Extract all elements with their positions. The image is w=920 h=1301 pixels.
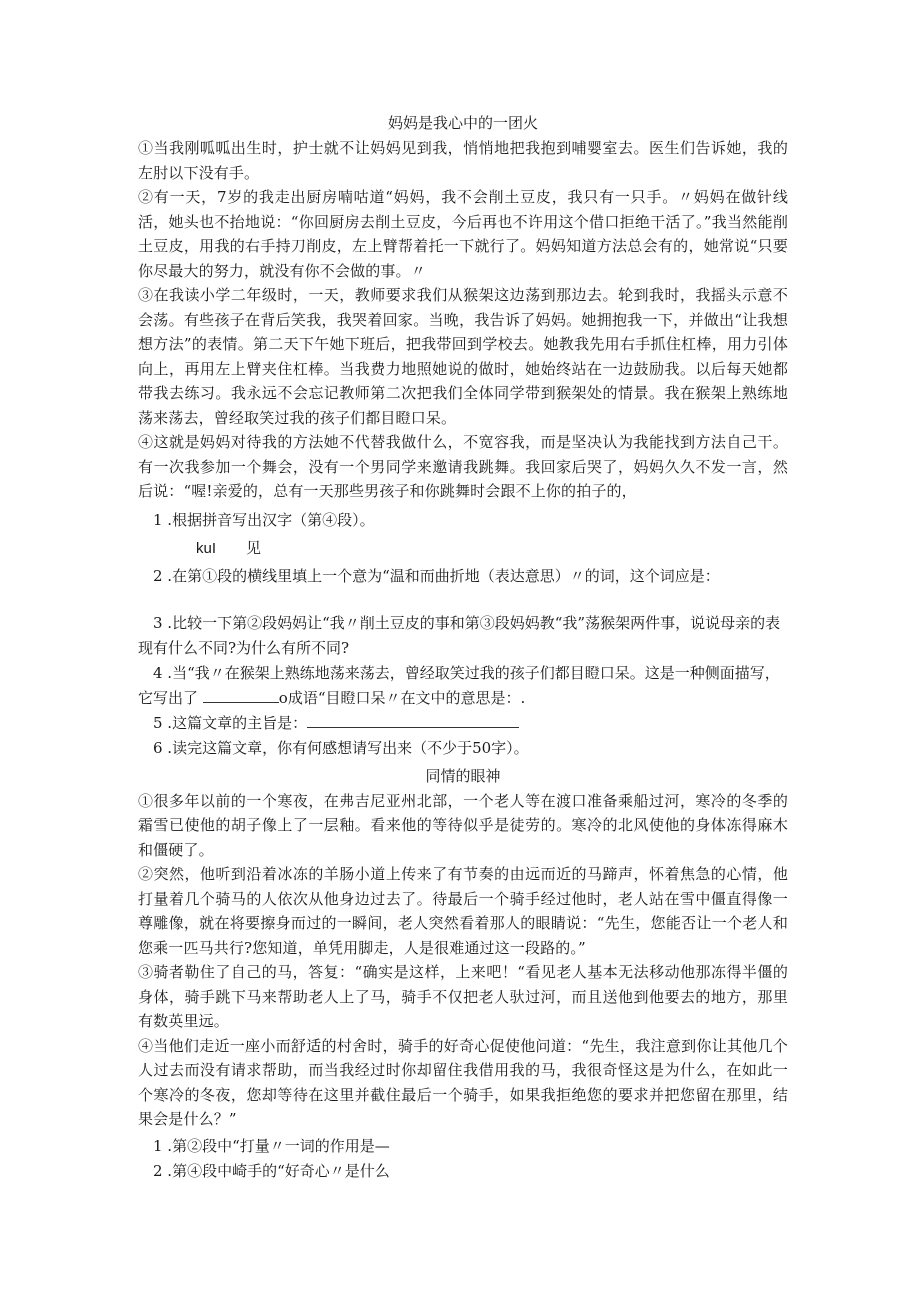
article1-question-5 [138, 711, 788, 736]
pinyin-answer: 见 [246, 538, 262, 557]
answer-blank[interactable] [203, 702, 279, 703]
article1-question-1: 1 .根据拼音写出汉字（第④段）。 [153, 510, 375, 529]
document-page [138, 110, 788, 1184]
pinyin-row [138, 533, 788, 564]
article1-paragraph-2: ②有一天，7岁的我走出厨房喃咕道“妈妈，我不会削土豆皮，我只有一只手。〃妈妈在做针线活，她头也不抬地说：“你回厨房去削土豆皮，今后再也不许用这个借口拒绝干活了。”我当然能削土豆皮，用我的右手持刀削皮，左上臂帮着托一下就行了。妈妈知道方法总会有的，她常说“只要你尽最大的努力，就没有你不会做的事。〃 [138, 188, 788, 280]
article2-question-2: 2 .第④段中崎手的“好奇心〃是什么 [153, 1161, 390, 1180]
question-4-text-b: o成语“目瞪口呆〃在文中的意思是：. [278, 688, 526, 707]
article2-title: 同情的眼神 [425, 766, 501, 785]
article1-paragraph-4: ④这就是妈妈对待我的方法她不代替我做什么，不宽容我，而是坚决认为我能找到方法自己干。有一次我参加一个舞会，没有一个男同学来邀请我跳舞。我回家后哭了，妈妈久久不发一言，然后说：“喔!亲爱的，总有一天那些男孩子和你跳舞时会跟不上你的拍子的， [138, 433, 788, 500]
answer-space [138, 589, 788, 611]
article1-question-3: 3 .比较一下第②段妈妈让“我〃削土豆皮的事和第③段妈妈教“我”荡猴架两件事，说说母亲的表现有什么不同?为什么有所不同? [138, 613, 781, 657]
article2-paragraph-3: ③骑者勒住了自己的马，答复：“确实是这样，上来吧！“看见老人基本无法移动他那冻得半僵的身体，骑手跳下马来帮助老人上了马，骑手不仅把老人驮过河，而且送他到他要去的地方，那里有数英里远。 [138, 963, 788, 1030]
article2-paragraph-2: ②突然，他听到沿着冰冻的羊肠小道上传来了有节奏的由远而近的马蹄声，怀着焦急的心情，他打量着几个骑马的人依次从他身边过去了。待最后一个骑手经过他时，老人站在雪中僵直得像一尊雕像，就在将要擦身而过的一瞬间，老人突然看着那人的眼睛说：“先生，您能否让一个老人和您乘一匹马共行?您知道，单凭用脚走，人是很难通过这一段路的。” [138, 865, 788, 957]
pinyin-label: kuI [196, 539, 217, 557]
article1-title: 妈妈是我心中的一团火 [387, 114, 538, 132]
article2-question-1: 1 .第②段中“打量〃一词的作用是— [153, 1136, 390, 1155]
answer-blank[interactable] [307, 727, 519, 728]
article2-paragraph-1: ①很多年以前的一个寒夜，在弗吉尼亚州北部，一个老人等在渡口准备乘船过河，寒冷的冬季的霜雪已使他的胡子像上了一层釉。看来他的等待似乎是徒劳的。寒冷的北风使他的身体冻得麻木和僵硬了。 [138, 791, 788, 859]
article1-paragraph-3: ③在我读小学二年级时，一天，教师要求我们从猴架这边荡到那边去。轮到我时，我摇头示意不会荡。有些孩子在背后笑我，我哭着回家。当晚，我告诉了妈妈。她拥抱我一下，并做出“让我想想方法”的表情。第二天下午她下班后，把我带回到学校去。她教我先用右手抓住杠棒，用力引体向上，再用左上臂夹住杠棒。当我费力地照她说的做时，她始终站在一边鼓励我。以后每天她都带我去练习。我永远不会忘记教师第二次把我们全体同学带到猴架处的情景。我在猴架上熟练地荡来荡去，曾经取笑过我的孩子们都目瞪口呆。 [138, 286, 788, 427]
article1-question-6: 6 .读完这篇文章，你有何感想请写出来（不少于50字）。 [153, 738, 529, 757]
question-4-text-a: 4 .当“我〃在猴架上熟练地荡来荡去，曾经取笑过我的孩子们都目瞪口呆。这是一种侧面描写，它写出了 [138, 663, 780, 707]
article1-question-2: 2 .在第①段的横线里填上一个意为“温和而曲折地（表达意思）〃的词，这个词应是： [153, 566, 720, 585]
question-5-text: 5 .这篇文章的主旨是： [153, 713, 308, 732]
article2-paragraph-4: ④当他们走近一座小而舒适的村舍时，骑手的好奇心促使他问道：“先生，我注意到你让其他几个人过去而没有请求帮助，而当我经过时你却留住我借用我的马，我很奇怪这是为什么，在如此一个寒冷的冬夜，您却等待在这里并截住最后一个骑手，如果我拒绝您的要求并把您留在那里，结果会是什么？” [138, 1036, 788, 1128]
article1-paragraph-1: ①当我刚呱呱出生时，护士就不让妈妈见到我，悄悄地把我抱到哺婴室去。医生们告诉她，我的左肘以下没有手。 [138, 139, 788, 182]
article1-question-4 [138, 661, 788, 711]
